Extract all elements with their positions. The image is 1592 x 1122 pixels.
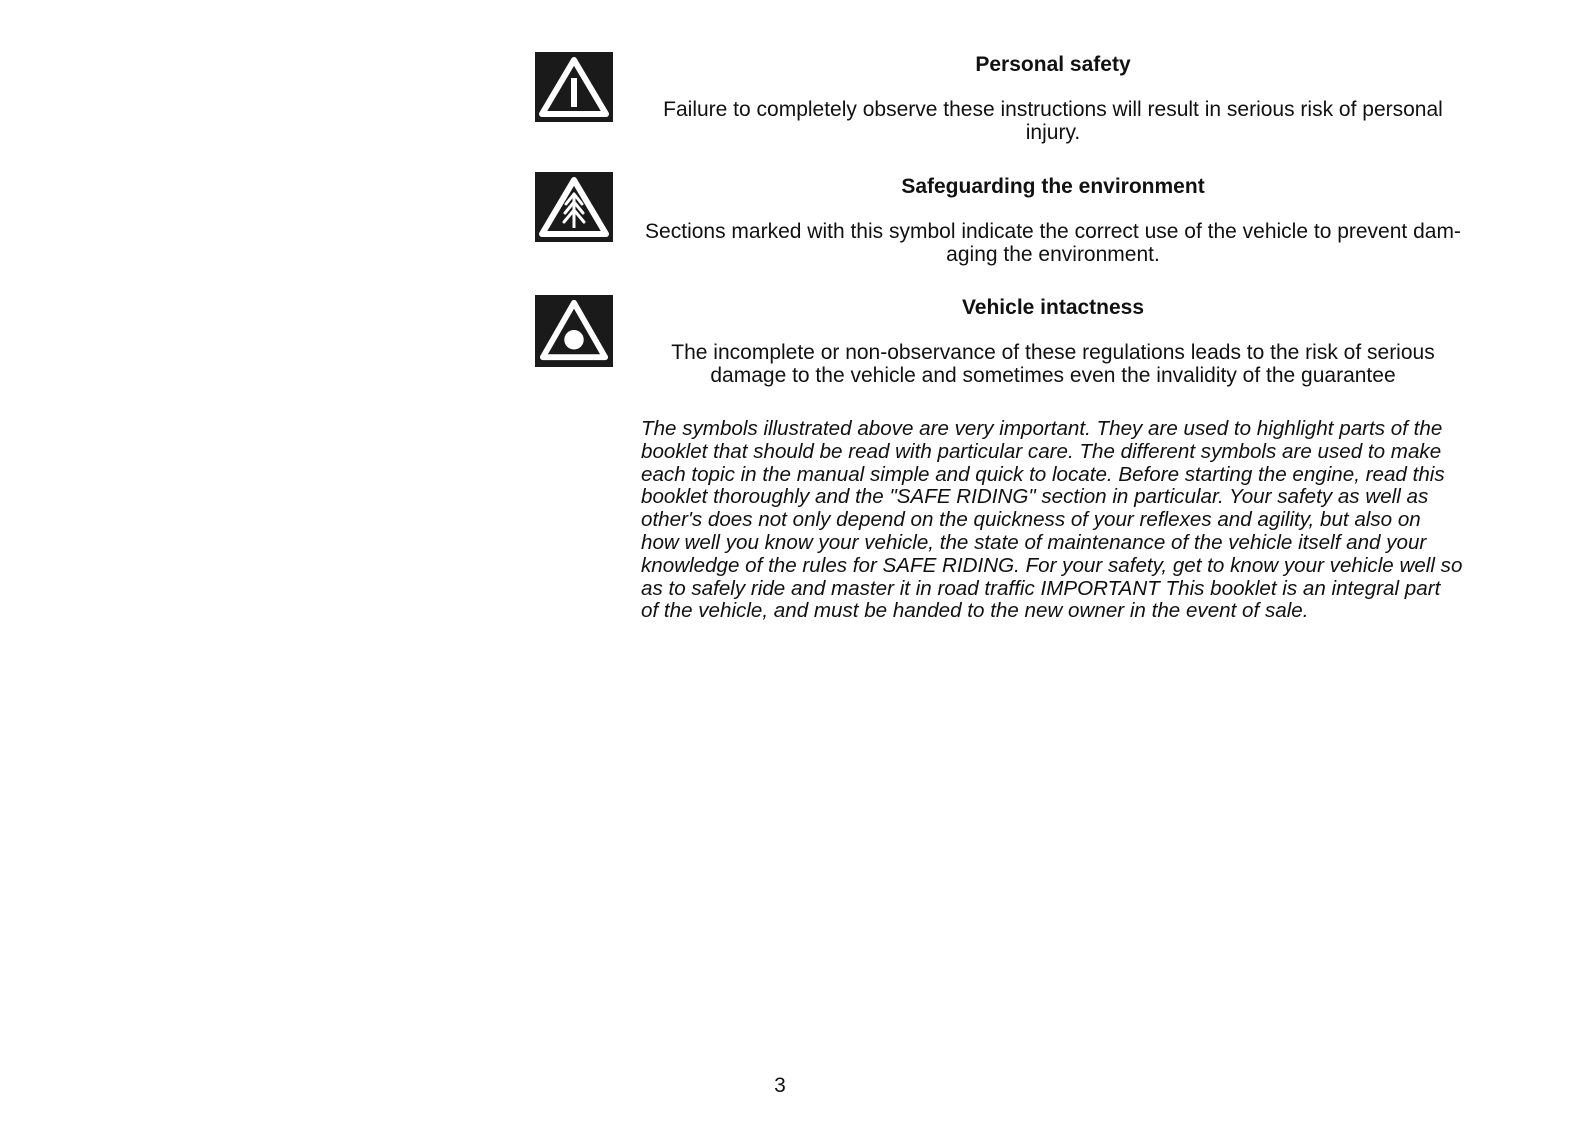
section-title: Personal safety [975,53,1131,76]
section-body: Sections marked with this symbol indicate the correct use of the vehicle to prevent dam- aging the environment. [645,220,1461,266]
intro-paragraph: The symbols illustrated above are very important. They are used to highlight parts of the booklet that should be read with particular care. The different symbols are used to make each topic in the manual simple and quick to locate. Before starting the engine, read this booklet thoroughly and the "SAFE RIDING" section in particular. Your safety as well as other's does not only depend on the quickness of your reflexes and agility, but also on how well you know your vehicle, the state of maintenance of the vehicle itself and your knowledge of the rules for SAFE RIDING. For your safety, get to know your vehicle well so as to safely ride and master it in road traffic IMPORTANT This booklet is an integral part of the vehicle, and must be handed to the new owner in the event of sale. [641,417,1463,623]
section-body: The incomplete or non-observance of these regulations leads to the risk of serious damage to the vehicle and sometimes even the invalidity of the guarantee [671,341,1435,387]
section-title: Vehicle intactness [961,296,1145,319]
warning-exclamation-icon [535,52,613,122]
section-title: Safeguarding the environment [901,175,1205,198]
page-number: 3 [774,1074,786,1097]
section-environment [535,172,1465,272]
section-vehicle-intactness [535,295,1465,395]
section-personal-safety [535,52,1465,152]
environment-tree-icon [535,172,613,242]
section-body: Failure to completely observe these instructions will result in serious risk of personal injury. [663,98,1443,144]
vehicle-dot-triangle-icon [535,295,613,367]
